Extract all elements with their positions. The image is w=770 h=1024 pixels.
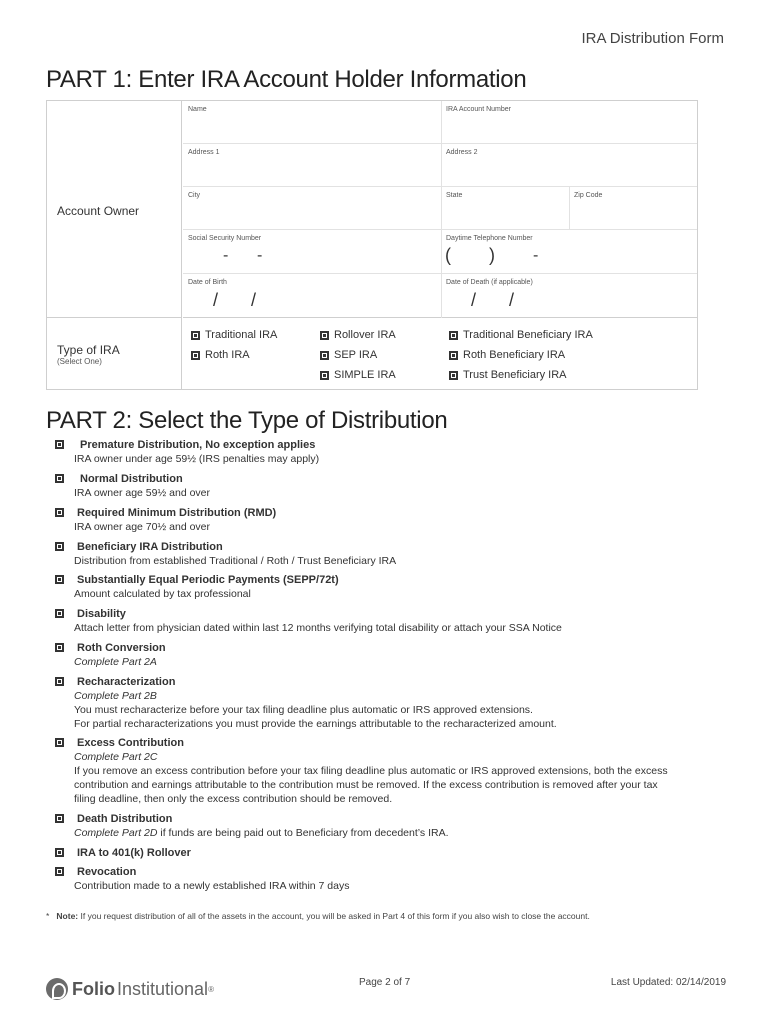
- address2-caption: Address 2: [446, 149, 478, 156]
- ira-type-option[interactable]: [320, 369, 396, 381]
- option-title: Substantially Equal Periodic Payments (SEPP/72t): [77, 574, 339, 586]
- option-title: Normal Distribution: [80, 473, 183, 485]
- dob-slash-1: /: [213, 290, 219, 310]
- option-line: Complete Part 2C: [74, 751, 158, 763]
- option-title: Revocation: [77, 866, 137, 878]
- folio-logo: [46, 978, 214, 1000]
- account-number-field[interactable]: [441, 101, 697, 144]
- dod-caption: Date of Death (if applicable): [446, 279, 533, 286]
- option-line: Attach letter from physician dated within last 12 months verifying total disability or attach your SSA Notice: [74, 622, 562, 634]
- checkbox-icon[interactable]: [55, 738, 64, 747]
- footnote: [46, 911, 590, 921]
- dob-field[interactable]: [183, 274, 441, 318]
- dob-slash-2: /: [251, 290, 257, 310]
- ssn-caption: Social Security Number: [188, 235, 262, 242]
- folio-logo-icon: [46, 978, 68, 1000]
- ira-type-option[interactable]: [449, 349, 565, 361]
- checkbox-icon[interactable]: [55, 867, 64, 876]
- phone-dash: -: [533, 247, 539, 264]
- checkbox-icon[interactable]: [55, 677, 64, 686]
- logo-bold-text: Folio: [72, 978, 115, 999]
- option-line: Complete Part 2B: [74, 690, 157, 702]
- ira-type-label: SEP IRA: [334, 349, 378, 361]
- option-title: Required Minimum Distribution (RMD): [77, 507, 277, 519]
- state-caption: State: [446, 192, 463, 199]
- type-of-ira-label-cell: [47, 318, 181, 390]
- form-name: IRA Distribution Form: [581, 30, 724, 47]
- option-title: Disability: [77, 608, 126, 620]
- account-number-caption: IRA Account Number: [446, 106, 511, 113]
- ssn-separator-1: -: [223, 247, 229, 264]
- option-title: Excess Contribution: [77, 737, 184, 749]
- option-line: For partial recharacterizations you must provide the earnings attributable to the recharacterized amount.: [74, 718, 557, 730]
- phone-paren-open: (: [445, 245, 451, 265]
- option-line: [74, 827, 449, 839]
- name-caption: Name: [188, 106, 207, 113]
- ira-type-label: Traditional IRA: [205, 329, 278, 341]
- ira-type-option[interactable]: [449, 369, 567, 381]
- checkbox-icon[interactable]: [55, 542, 64, 551]
- column-divider: [441, 101, 442, 318]
- option-line: contribution and earnings attributable to the contribution must be removed. If the excess contribution is removed after your tax: [74, 779, 658, 791]
- option-line: Distribution from established Traditional / Roth / Trust Beneficiary IRA: [74, 555, 397, 567]
- address2-field[interactable]: [441, 144, 697, 187]
- footnote-text: If you request distribution of all of the assets in the account, you will be asked in Part 4 of this form if you also wish to close the account.: [78, 911, 590, 921]
- zip-divider: [569, 187, 570, 230]
- ira-type-label: Roth IRA: [205, 349, 250, 361]
- checkbox-icon[interactable]: [191, 351, 200, 360]
- page-number: Page 2 of 7: [359, 977, 411, 988]
- option-line: Complete Part 2A: [74, 656, 157, 668]
- checkbox-icon[interactable]: [320, 331, 329, 340]
- ira-type-label: Traditional Beneficiary IRA: [463, 329, 593, 341]
- ira-type-option[interactable]: [320, 329, 396, 341]
- address1-field[interactable]: [183, 144, 441, 187]
- checkbox-icon[interactable]: [55, 814, 64, 823]
- logo-registered-mark: ®: [208, 984, 214, 994]
- state-field[interactable]: [441, 187, 569, 230]
- checkbox-icon[interactable]: [191, 331, 200, 340]
- checkbox-icon[interactable]: [320, 351, 329, 360]
- option-line-rest: if funds are being paid out to Beneficiary from decedent’s IRA.: [157, 827, 449, 839]
- option-line-italic: Complete Part 2D: [74, 827, 158, 839]
- dod-slash-1: /: [471, 290, 477, 310]
- option-title: Roth Conversion: [77, 642, 166, 654]
- checkbox-icon[interactable]: [55, 575, 64, 584]
- ira-type-label: Rollover IRA: [334, 329, 396, 341]
- option-title: Beneficiary IRA Distribution: [77, 541, 223, 553]
- option-title: Recharacterization: [77, 676, 176, 688]
- option-line: You must recharacterize before your tax filing deadline plus automatic or IRS approved extensions.: [74, 704, 533, 716]
- dod-slash-2: /: [509, 290, 515, 310]
- type-of-ira-label: Type of IRA: [57, 343, 120, 357]
- ira-type-option[interactable]: [320, 349, 377, 361]
- checkbox-icon[interactable]: [55, 440, 64, 449]
- zip-caption: Zip Code: [574, 192, 603, 199]
- dod-field[interactable]: [441, 274, 697, 318]
- part2-title: PART 2: Select the Type of Distribution: [46, 407, 448, 434]
- checkbox-icon[interactable]: [55, 609, 64, 618]
- dob-caption: Date of Birth: [188, 279, 227, 286]
- account-owner-label-cell: [47, 101, 181, 318]
- checkbox-icon[interactable]: [320, 371, 329, 380]
- option-line: IRA owner under age 59½ (IRS penalties may apply): [74, 453, 320, 465]
- checkbox-icon[interactable]: [449, 351, 458, 360]
- part1-title: PART 1: Enter IRA Account Holder Information: [46, 66, 527, 93]
- checkbox-icon[interactable]: [55, 643, 64, 652]
- option-line: Contribution made to a newly established IRA within 7 days: [74, 880, 350, 892]
- option-line: filing deadline, then only the excess contribution should be removed.: [74, 793, 393, 805]
- address1-caption: Address 1: [188, 149, 220, 156]
- option-title: Death Distribution: [77, 813, 173, 825]
- checkbox-icon[interactable]: [55, 508, 64, 517]
- option-line: If you remove an excess contribution before your tax filing deadline plus automatic or IRS approved extensions, both the excess: [74, 765, 668, 777]
- checkbox-icon[interactable]: [449, 331, 458, 340]
- option-line: IRA owner age 59½ and over: [74, 487, 211, 499]
- ira-type-label: Trust Beneficiary IRA: [463, 369, 567, 381]
- ira-type-option[interactable]: [191, 329, 277, 341]
- phone-paren-close: ): [489, 245, 495, 265]
- city-field[interactable]: [183, 187, 441, 230]
- checkbox-icon[interactable]: [449, 371, 458, 380]
- ira-type-label: SIMPLE IRA: [334, 369, 396, 381]
- account-holder-form: [46, 100, 698, 390]
- option-line: IRA owner age 70½ and over: [74, 521, 211, 533]
- phone-field[interactable]: [441, 230, 697, 274]
- type-of-ira-sub: (Select One): [57, 357, 102, 366]
- option-title: Premature Distribution, No exception applies: [80, 439, 316, 451]
- option-title: IRA to 401(k) Rollover: [77, 847, 191, 859]
- last-updated: Last Updated: 02/14/2019: [610, 977, 726, 988]
- label-column: [47, 101, 182, 390]
- ssn-field[interactable]: [183, 230, 441, 274]
- city-caption: City: [188, 192, 201, 199]
- ira-type-option[interactable]: [449, 329, 593, 341]
- name-field[interactable]: [183, 101, 441, 144]
- footnote-label: Note:: [56, 911, 79, 921]
- account-owner-label: Account Owner: [57, 204, 140, 218]
- ira-type-label: Roth Beneficiary IRA: [463, 349, 566, 361]
- logo-light-text: Institutional: [117, 978, 209, 999]
- option-line: Amount calculated by tax professional: [74, 588, 251, 600]
- phone-caption: Daytime Telephone Number: [446, 235, 533, 242]
- checkbox-icon[interactable]: [55, 474, 64, 483]
- ira-type-options: [183, 319, 697, 389]
- footnote-star: *: [46, 911, 50, 921]
- checkbox-icon[interactable]: [55, 848, 64, 857]
- ira-type-option[interactable]: [191, 349, 250, 361]
- ssn-separator-2: -: [257, 247, 263, 264]
- zip-field[interactable]: [569, 187, 697, 230]
